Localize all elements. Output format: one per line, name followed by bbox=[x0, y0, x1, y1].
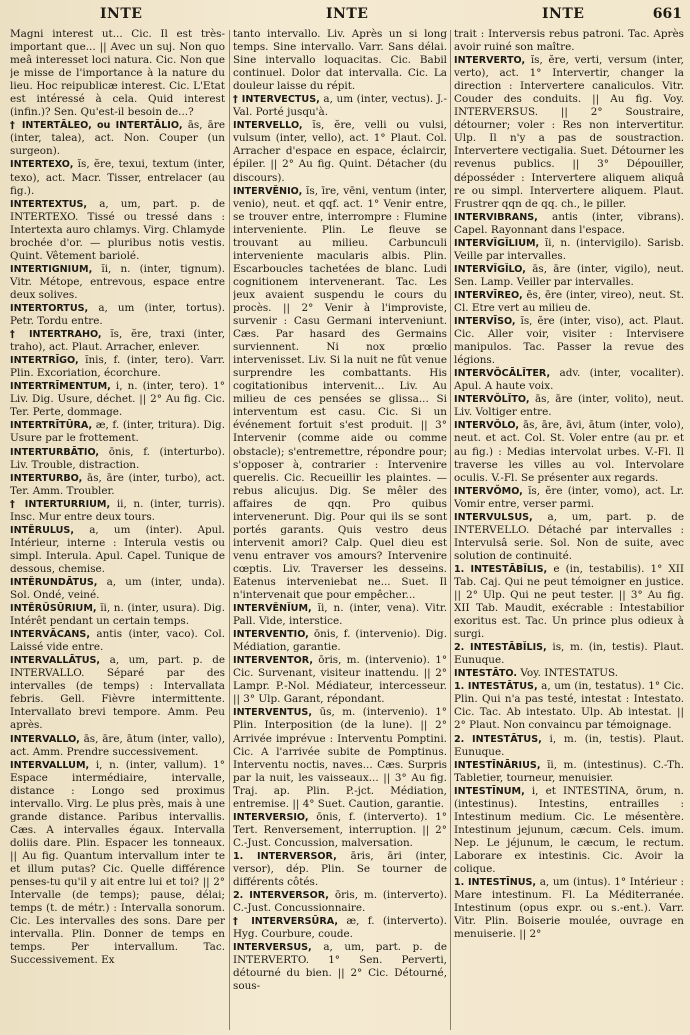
entry-headword: INTERVĂCANS, bbox=[10, 629, 90, 641]
dictionary-entry bbox=[233, 28, 447, 93]
entry-headword: † INTERTRAHO, bbox=[10, 329, 102, 341]
dictionary-entry bbox=[454, 876, 684, 941]
entry-headword: 2. INTESTĀTUS, bbox=[454, 733, 542, 745]
entry-headword: INTERTURBO, bbox=[10, 472, 83, 484]
dictionary-entry bbox=[454, 680, 684, 732]
entry-headword: INTERVERSUS, bbox=[233, 942, 312, 954]
entry-definition: æ, f. (inter, tritura). Dig. Usure par le frottement. bbox=[10, 419, 225, 445]
entry-headword: INTERVĬGĬLIUM, bbox=[454, 237, 540, 249]
entry-headword: INTĔRUNDĀTUS, bbox=[10, 576, 98, 588]
entry-headword: INTERVŎLO, bbox=[454, 420, 520, 432]
entry-headword: INTERVĪREO, bbox=[454, 289, 523, 301]
entry-headword: INTERVALLĀTUS, bbox=[10, 655, 101, 667]
entry-definition: e (in, testabilis). 1° XII Tab. Caj. Qui ne peut témoigner en justice. || 2° Ulp. Qui ne peut tester. || 3° Au fig. XII Tab. Maudit, exécrable : Intestabilior exoritus est. Tac. Un prince plus odieux à surgi. bbox=[454, 562, 684, 641]
entry-headword: INTERVENTUS, bbox=[233, 707, 312, 719]
entry-definition: adv. (inter, vocaliter). Apul. A haute voix. bbox=[454, 367, 684, 393]
dictionary-entry bbox=[10, 119, 225, 158]
entry-headword: INTERTURBĀTIO, bbox=[10, 446, 100, 458]
entry-headword: 1. INTESTĪNUS, bbox=[454, 877, 537, 889]
entry-definition: ās, āre (inter, volito), neut. Liv. Voltiger entre. bbox=[454, 393, 684, 419]
dictionary-entry bbox=[454, 289, 684, 315]
dictionary-entry bbox=[10, 354, 225, 380]
entry-definition: a, um, part. p. de INTERVELLO. Détaché par intervalles : Intervulsâ serie. Sol. Non de suite, avec solution de continuité. bbox=[454, 510, 684, 562]
dictionary-entry bbox=[10, 302, 225, 328]
dictionary-entry bbox=[10, 602, 225, 628]
dictionary-entry bbox=[233, 889, 447, 915]
dictionary-entry bbox=[454, 641, 684, 667]
entry-headword: INTERVERTO, bbox=[454, 55, 526, 67]
entry-headword: INTERVĪSO, bbox=[454, 316, 516, 328]
dictionary-entry bbox=[454, 667, 684, 680]
entry-definition: a, um, part. p. de INTERTEXO. Tissé ou tressé dans : Intertexta auro chlamys. Virg. Chlamyde brochée d'or. — pluribus notis vestis. Quint. Vêtement bariolé. bbox=[10, 197, 225, 262]
entry-headword: INTERVERSIO, bbox=[233, 811, 309, 823]
entry-headword: INTERTRĪGO, bbox=[10, 355, 79, 367]
entry-headword: INTERVĬGĬLO, bbox=[454, 263, 526, 275]
entry-definition: ūs, m. (intervenio). 1° Plin. Interposition (de la lune). || 2° Arrivée imprévue : Interventu Pomptini. Cic. A l'arrivée subite de Pomptinus. Interventu noctis, naves... Cæs. Surpris par la nuit, les vaisseaux... || 3° Au fig. Traj. ap. Plin. P.-jct. Médiation, entremise. || 4° Suet. Caution, garantie. bbox=[233, 706, 447, 810]
entry-definition: ĭi, n. (inter, tignum). Vitr. Métope, entrevous, espace entre deux solives. bbox=[10, 262, 225, 301]
entry-definition: i, m. (in, testis). Plaut. Eunuque. bbox=[454, 732, 684, 758]
entry-definition: antis (inter, vibrans). Capel. Rayonnant dans l'espace. bbox=[454, 210, 684, 236]
dictionary-entry bbox=[233, 602, 447, 628]
entry-definition: ās, āre (inter, talea), act. Non. Couper (un surgeon). bbox=[10, 119, 225, 158]
entry-definition: ii, n. (inter, turris). Insc. Mur entre deux tours. bbox=[10, 497, 225, 523]
dictionary-entry bbox=[454, 54, 684, 211]
entry-definition: a, um (inter, vectus). J.-Val. Porté jusqu'à. bbox=[233, 93, 447, 119]
entry-headword: INTERVULSUS, bbox=[454, 511, 533, 523]
entry-definition: ĭi, m. (intestinus). C.-Th. Tabletier, tourneur, menuisier. bbox=[454, 758, 684, 784]
column-1 bbox=[10, 28, 225, 1032]
entry-headword: † INTERVERSŪRA, bbox=[233, 916, 338, 928]
dictionary-entry bbox=[454, 315, 684, 367]
dictionary-entry bbox=[454, 419, 684, 484]
dictionary-entry bbox=[454, 393, 684, 419]
entry-definition: i, n. (inter, tero). 1° Liv. Dig. Usure, déchet. || 2° Au fig. Cic. Ter. Perte, dommage. bbox=[10, 380, 225, 419]
entry-headword: † INTERTURRIUM, bbox=[10, 498, 111, 510]
entry-headword: 2. INTESTĀBĬLIS, bbox=[454, 642, 547, 654]
dictionary-entry bbox=[454, 563, 684, 641]
entry-definition: a, um (inter, tortus). Petr. Tordu entre. bbox=[10, 301, 225, 328]
entry-headword: 1. INTESTĀTUS, bbox=[454, 681, 538, 693]
entry-definition: ĭs, ĕre (inter, vomo), act. Lr. Vomir entre, verser parmi. bbox=[454, 484, 684, 510]
dictionary-entry bbox=[454, 263, 684, 289]
entry-headword: INTERVENTIO, bbox=[233, 629, 309, 641]
dictionary-entry bbox=[454, 511, 684, 563]
dictionary-entry bbox=[10, 198, 225, 263]
entry-definition: a, um, part. p. de INTERVERTO. 1° Sen. Perverti, détourné du bien. || 2° Cic. Détourné, sous- bbox=[233, 941, 447, 993]
entry-definition: ĭi, n. (inter, vena). Vitr. Pall. Vide, interstice. bbox=[233, 602, 447, 628]
entry-definition: āris, āri (inter, versor), dép. Plin. Se tourner de différents côtés. bbox=[233, 849, 447, 889]
entry-headword: 2. INTERVERSOR, bbox=[233, 890, 329, 902]
entry-definition: trait : Interversis rebus patroni. Tac. Après avoir ruiné son maître. bbox=[454, 28, 684, 54]
entry-headword: INTERVŎLĬTO, bbox=[454, 394, 530, 406]
column-divider bbox=[229, 30, 230, 1030]
entry-headword: INTERVŎMO, bbox=[454, 485, 523, 497]
entry-headword: INTERTRĪTŪRA, bbox=[10, 420, 93, 432]
dictionary-entry bbox=[10, 446, 225, 472]
dictionary-entry bbox=[233, 628, 447, 654]
entry-headword: INTESTĪNĀRIUS, bbox=[454, 759, 541, 771]
entry-definition: a, um (inter, unda). Sol. Ondé, veiné. bbox=[10, 575, 225, 602]
dictionary-entry bbox=[454, 367, 684, 393]
entry-definition: antis (inter, vaco). Col. Laissé vide entre. bbox=[10, 628, 225, 654]
dictionary-entry bbox=[10, 472, 225, 498]
dictionary-entry bbox=[454, 211, 684, 237]
entry-definition: is, m. (in, testis). Plaut. Eunuque. bbox=[454, 641, 684, 667]
entry-definition: ās, āre (inter, vigilo), neut. Sen. Lamp. Veiller par intervalles. bbox=[454, 262, 684, 288]
entry-headword: INTERVĔNĬUM, bbox=[233, 603, 312, 615]
entry-definition: ĭs, ĕre, verti, versum (inter, verto), act. 1° Intervertir, changer la direction : Intervertere canaliculos. Vitr. Couder des conduits. || Au fig. Voy. INTERVERSUS. || 2° Soustraire, détourner; voler : Res non intervertitur. Ulp. Il n'y a pas de soustraction. Intervertere vectigalia. Suet. Détourner les revenus publics. || 3° Dépouiller, déposséder : Intervertere aliquem aliquâ re ou simpl. Intervertere aliquem. Plaut. Frustrer qqn de qq. ch., le piller. bbox=[454, 54, 684, 210]
dictionary-entry bbox=[10, 498, 225, 524]
dictionary-entry bbox=[10, 628, 225, 654]
entry-headword: INTERVENTOR, bbox=[233, 655, 314, 667]
dictionary-entry bbox=[10, 733, 225, 759]
entry-definition: ōnis, f. (intervenio). Dig. Médiation, garantie. bbox=[233, 628, 447, 654]
entry-headword: INTERVALLUM, bbox=[10, 759, 90, 771]
dictionary-entry bbox=[454, 485, 684, 511]
entry-definition: i, et INTESTINA, ōrum, n. (intestinus). Intestins, entrailles : Intestinum medium. Cic. Le mésentère. Intestinum jejunum, cæcum. Cels. imum. Nep. Le jéjunum, le cæcum, le rectum. Laborare ex intestinis. Cic. Avoir la colique. bbox=[454, 784, 684, 875]
entry-definition: ōnis, f. (interverto). 1° Tert. Renversement, interruption. || 2° C.-Just. Concussion, malversation. bbox=[233, 810, 447, 849]
dictionary-entry bbox=[10, 524, 225, 576]
dictionary-entry bbox=[10, 576, 225, 602]
entry-headword: INTERTORTUS, bbox=[10, 302, 89, 314]
entry-definition: ēs, ēre (inter, vireo), neut. St. Cl. Etre vert au milieu de. bbox=[454, 288, 684, 314]
entry-definition: Magni interest ut... Cic. Il est très-important que... || Avec un suj. Non quo meâ interesset loci natura. Cic. Non que je misse de l'importance à la nature du lieu. Hoc reipublicæ interest. Cic. L'Etat est intéressé à cela. Quid interest (infin.)? Sen. Qu'est-il besoin de...? bbox=[10, 28, 225, 119]
entry-definition: ĭs, ĕre, velli ou vulsi, vulsum (inter, vello), act. 1° Plaut. Col. Arracher d'espace en espace, éclaircir, épiler. || 2° Au fig. Quint. Détacher (du discours). bbox=[233, 119, 447, 184]
entry-headword: INTERTEXTUS, bbox=[10, 198, 88, 210]
entry-definition: a, um (inter). Apul. Intérieur, interne : Interula vestis ou simpl. Interula. Apul. Capel. Tunique de dessous, chemise. bbox=[10, 523, 225, 575]
entry-headword: INTERVALLO, bbox=[10, 733, 80, 745]
entry-definition: ĭs, ĕre, texui, textum (inter, texo), act. Macr. Tisser, entrelacer (au fig.). bbox=[10, 158, 225, 197]
entry-headword: INTESTĪNUM, bbox=[454, 785, 525, 797]
dictionary-entry bbox=[454, 237, 684, 263]
dictionary-entry bbox=[233, 185, 447, 603]
dictionary-entry bbox=[454, 759, 684, 785]
entry-definition: Voy. INTESTATUS. bbox=[520, 667, 619, 680]
entry-definition: a, um (in, testatus). 1° Cic. Plin. Qui n'a pas testé, intestat : Intestato. Cic. Tac. Ab intestato. Ulp. Ab intestat. || 2° Plaut. Non convaincu par témoignage. bbox=[454, 680, 684, 732]
dictionary-entry bbox=[233, 93, 447, 119]
entry-definition: i, n. (inter, vallum). 1° Espace intermédiaire, intervalle, distance : Longo sed proximus intervallo. Virg. Le plus près, mais à une grande distance. Paribus intervallis. Cæs. A intervalles égaux. Intervalla doliis dare. Plin. Espacer les tonneaux. || Au fig. Quantum intervallum inter te et illum putas? Cic. Quelle différence penses-tu qu'il y ait entre lui et toi? || 2° Intervalle (de temps); pause, délai; temps (t. de métr.) : Intervalla sonorum. Cic. Les intervalles des sons. Dare per intervalla. Plin. Donner de temps en temps. Per intervallum. Tac. Successivement. Ex bbox=[10, 758, 225, 967]
running-header bbox=[0, 4, 690, 28]
column-divider bbox=[450, 30, 451, 1030]
entry-definition: ōris, m. (interverto). C.-Just. Concussionnaire. bbox=[233, 889, 447, 915]
entry-headword: INTERVELLO, bbox=[233, 120, 303, 132]
entry-headword: INTESTĀTO. bbox=[454, 668, 517, 680]
entry-headword: † INTERVECTUS, bbox=[233, 94, 320, 106]
entry-definition: a, um (intus). 1° Intérieur : Mare intestinum. Fl. La Méditerranée. Intestinum (opus expr. ou s.-ent.). Varr. Vitr. Plin. Boiserie moulée, ouvrage en menuiserie. || 2° bbox=[454, 876, 684, 941]
entry-definition: ās, āre (inter, turbo), act. Ter. Amm. Troubler. bbox=[10, 471, 225, 497]
dictionary-entry bbox=[10, 759, 225, 968]
dictionary-entry bbox=[233, 941, 447, 993]
entry-headword: INTERVIBRANS, bbox=[454, 211, 538, 223]
dictionary-entry bbox=[454, 733, 684, 759]
entry-definition: ĭs, ĕre (inter, viso), act. Plaut. Cic. Aller voir, visiter : Intervisere manipulos. Tac. Passer la revue des légions. bbox=[454, 315, 684, 367]
entry-definition: ās, āre, āvi, ātum (inter, volo), neut. et act. Col. St. Voler entre (au pr. et au fig.) : Medias intervolat urbes. V.-Fl. Il traverse les villes au vol. Intervolare oculis. V.-Fl. Se présenter aux regards. bbox=[454, 419, 684, 484]
dictionary-entry bbox=[233, 119, 447, 184]
dictionary-entry bbox=[10, 419, 225, 445]
column-3 bbox=[454, 28, 684, 1032]
entry-headword: INTĔRULUS, bbox=[10, 524, 74, 536]
dictionary-entry bbox=[454, 785, 684, 876]
entry-headword: INTERVŎCĀLĬTER, bbox=[454, 368, 551, 380]
entry-definition: ĭi, n. (intervigilo). Sarisb. Veille par intervalles. bbox=[454, 236, 684, 262]
page-number: 661 bbox=[652, 6, 682, 22]
dictionary-entry bbox=[10, 380, 225, 419]
entry-definition: æ, f. (interverto). Hyg. Courbure, coude. bbox=[233, 915, 447, 941]
dictionary-entry bbox=[10, 158, 225, 197]
entry-headword: INTERVĔNIO, bbox=[233, 185, 303, 197]
entry-headword: INTĔRŬSŪRIUM, bbox=[10, 603, 97, 615]
entry-headword: 1. INTESTĀBĬLIS, bbox=[454, 563, 548, 575]
entry-definition: ās, āre, ātum (inter, vallo), act. Amm. Prendre successivement. bbox=[10, 732, 225, 758]
dictionary-entry bbox=[233, 915, 447, 941]
dictionary-entry bbox=[10, 263, 225, 302]
dictionary-entry bbox=[233, 811, 447, 850]
entry-definition: tanto intervallo. Liv. Après un si long temps. Sine intervallo. Varr. Sans délai. Sine intervallo loquacitas. Cic. Babil continuel. Dolor dat intervalla. Cic. La douleur laisse du répit. bbox=[233, 28, 447, 93]
dictionary-entry bbox=[233, 706, 447, 810]
entry-definition: a, um, part. p. de INTERVALLO. Séparé par des intervalles (de temps) : Intervallata febris. Gell. Fièvre intermittente. Intervallato brevi tempore. Amm. Peu après. bbox=[10, 654, 225, 732]
entry-headword: 1. INTERVERSOR, bbox=[233, 850, 337, 862]
column-2 bbox=[233, 28, 447, 1032]
entry-headword: INTERTRĪMENTUM, bbox=[10, 381, 111, 393]
entry-definition: ĭi, n. (inter, usura). Dig. Intérêt pendant un certain temps. bbox=[10, 602, 225, 628]
entry-headword: INTERTIGNIUM, bbox=[10, 263, 93, 275]
entry-headword: † INTERTĀLEO, ou INTERTĀLIO, bbox=[10, 120, 183, 132]
dictionary-entry bbox=[454, 28, 684, 54]
header-guide-word-middle: INTE bbox=[326, 6, 369, 22]
entry-definition: ĭs, īre, vēni, ventum (inter, venio), neut. et qqf. act. 1° Venir entre, se trouver entre, interrompre : Flumine interveniente. Plin. Le fleuve se trouvant au milieu. Carbunculi interveniente macularis albis. Plin. Escarboucles tachetées de blanc. Ludi cognitionem intervenerant. Tac. Les jeux avaient suspendu le cours du procès. || 2° Venir à l'improviste, survenir : Casu Germani interveniunt. Cæs. Par hasard des Germains surviennent. Ni nox prœlio intervenisset. Liv. Si la nuit ne fût venue surprendre les combattants. His cogitationibus intervenit... Liv. Au milieu de ces pensées se glissa... Si interventum est casu. Cic. Si un événement fortuit s'est produit. || 3° Intervenir (comme aide ou comme obstacle); s'entremettre, répondre pour; s'opposer à, contrarier : Intervenire querelis. Cic. Recueillir les plaintes. — rebus alicujus. Dig. Se mêler des affaires de qqn. Pro quibus intervenerunt. Dig. Pour qui ils se sont portés garants. Quis vestro deus intervenit amori? Calp. Quel dieu est venu entraver vos amours? Intervenire cœptis. Liv. Traverser les desseins. Eatenus interveniebat ne... Suet. Il n'intervenait que pour empêcher... bbox=[233, 184, 447, 602]
dictionary-entry bbox=[10, 328, 225, 354]
entry-definition: ōnis, f. (interturbo). Liv. Trouble, distraction. bbox=[10, 445, 225, 471]
dictionary-entry bbox=[10, 28, 225, 119]
dictionary-entry bbox=[233, 654, 447, 706]
entry-definition: ōris, m. (intervenio). 1° Cic. Survenant, visiteur inattendu. || 2° Lampr. P.-Nol. Médiateur, intercesseur. || 3° Ulp. Garant, répondant. bbox=[233, 654, 447, 706]
entry-headword: INTERTEXO, bbox=[10, 159, 74, 171]
header-guide-word-right: INTE bbox=[542, 6, 585, 22]
dictionary-entry bbox=[233, 850, 447, 889]
header-guide-word-left: INTE bbox=[100, 6, 143, 22]
dictionary-entry bbox=[10, 654, 225, 732]
entry-definition: ĭnis, f. (inter, tero). Varr. Plin. Excoriation, écorchure. bbox=[10, 354, 225, 380]
entry-definition: ĭs, ĕre, traxi (inter, traho), act. Plaut. Arracher, enlever. bbox=[10, 328, 225, 354]
